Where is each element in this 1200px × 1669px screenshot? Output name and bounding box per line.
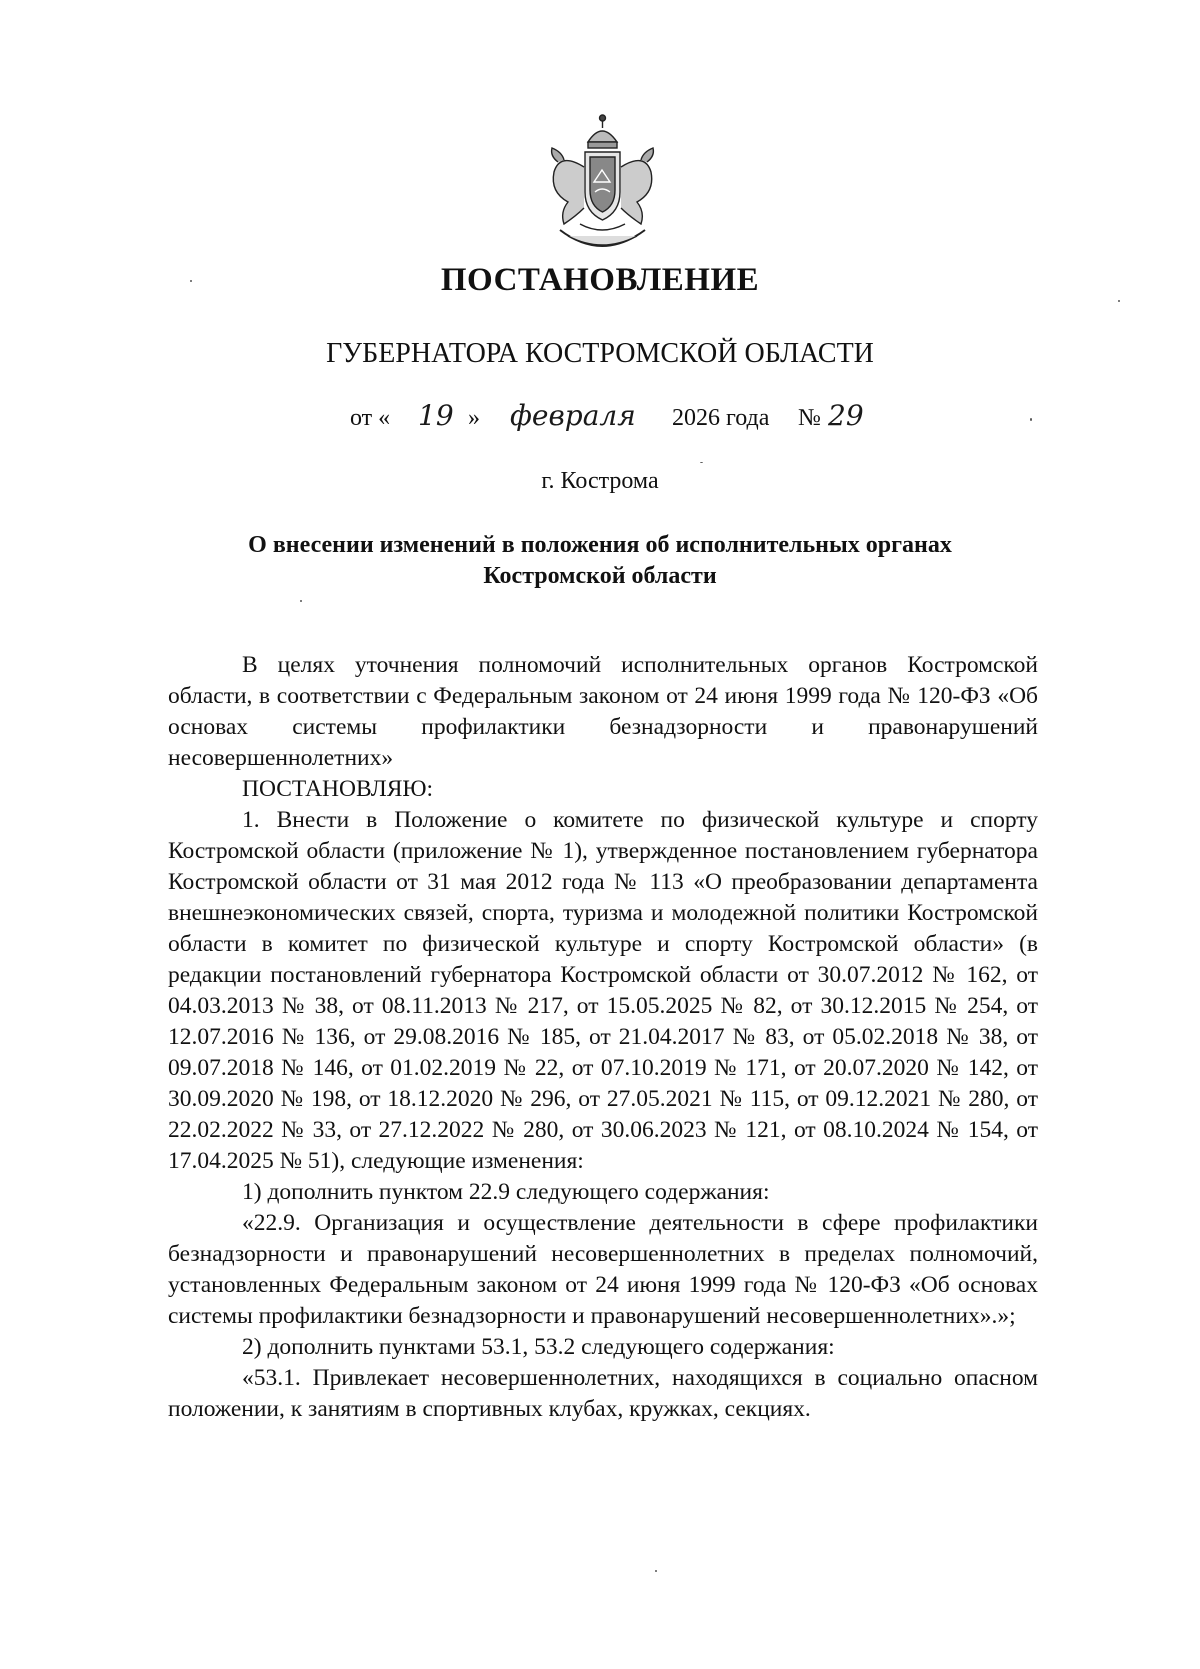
body-paragraph: В целях уточнения полномочий исполнительных органов Костромской области, в соответствии с Федеральным законом от 24 июня 1999 года № 120-ФЗ «Об основах системы профилактики безнадзорности и правонарушений несовершеннолетних» xyxy=(168,652,1038,771)
handwritten-number: 29 xyxy=(828,399,864,432)
scan-speck xyxy=(655,1570,657,1572)
scan-speck xyxy=(1118,300,1120,302)
body-paragraph: 2) дополнить пунктами 53.1, 53.2 следующего содержания: xyxy=(242,1334,835,1360)
document-type-title: ПОСТАНОВЛЕНИЕ xyxy=(440,262,760,298)
date-prefix: от « xyxy=(350,405,391,431)
handwritten-month: февраля xyxy=(510,399,636,432)
date-mid: » xyxy=(468,405,480,431)
document-title-line: Костромской области xyxy=(483,563,717,589)
number-label: № xyxy=(798,405,821,431)
scan-speck xyxy=(190,280,192,282)
date-year: 2026 года xyxy=(672,405,770,431)
document-body xyxy=(168,650,1038,1425)
body-paragraph: «53.1. Привлекает несовершеннолетних, находящихся в социально опасном положении, к занятиям в спортивных клубах, кружках, секциях. xyxy=(168,1365,1038,1422)
city-line: г. Кострома xyxy=(541,468,659,494)
decree-word: ПОСТАНОВЛЯЮ: xyxy=(242,776,434,802)
body-paragraph: «22.9. Организация и осуществление деятельности в сфере профилактики безнадзорности и правонарушений несовершеннолетних в пределах полномочий, установленных Федеральным законом от 24 июня 1999 года № 120-ФЗ «Об основах системы профилактики безнадзорности и правонарушений несовершеннолетних».»; xyxy=(168,1210,1038,1329)
date-line xyxy=(350,399,950,445)
document-title-line: О внесении изменений в положения об исполнительных органах xyxy=(248,532,952,558)
scan-speck xyxy=(1030,418,1032,421)
handwritten-day: 19 xyxy=(418,399,454,432)
scan-speck xyxy=(700,462,703,463)
body-paragraph: 1. Внести в Положение о комитете по физической культуре и спорту Костромской области (приложение № 1), утвержденное постановлением губернатора Костромской области от 31 мая 2012 года № 113 «О преобразовании департамента внешнеэкономических связей, спорта, туризма и молодежной политики Костромской области в комитет по физической культуре и спорту Костромской области» (в редакции постановлений губернатора Костромской области от 30.07.2012 № 162, от 04.03.2013 № 38, от 08.11.2013 № 217, от 15.05.2025 № 82, от 30.12.2015 № 254, от 12.07.2016 № 136, от 29.08.2016 № 185, от 21.04.2017 № 83, от 05.02.2018 № 38, от 09.07.2018 № 146, от 01.02.2019 № 22, от 07.10.2019 № 171, от 20.07.2020 № 142, от 30.09.2020 № 198, от 18.12.2020 № 296, от 27.05.2021 № 115, от 09.12.2021 № 280, от 22.02.2022 № 33, от 27.12.2022 № 280, от 30.06.2023 № 121, от 08.10.2024 № 154, от 17.04.2025 № 51), следующие изменения: xyxy=(168,807,1038,1174)
body-paragraph: 1) дополнить пунктом 22.9 следующего содержания: xyxy=(242,1179,770,1205)
document-title xyxy=(150,530,1050,592)
scan-speck xyxy=(300,600,302,602)
issuer-subtitle: ГУБЕРНАТОРА КОСТРОМСКОЙ ОБЛАСТИ xyxy=(326,338,874,369)
coat-of-arms-emblem-icon xyxy=(540,112,665,262)
